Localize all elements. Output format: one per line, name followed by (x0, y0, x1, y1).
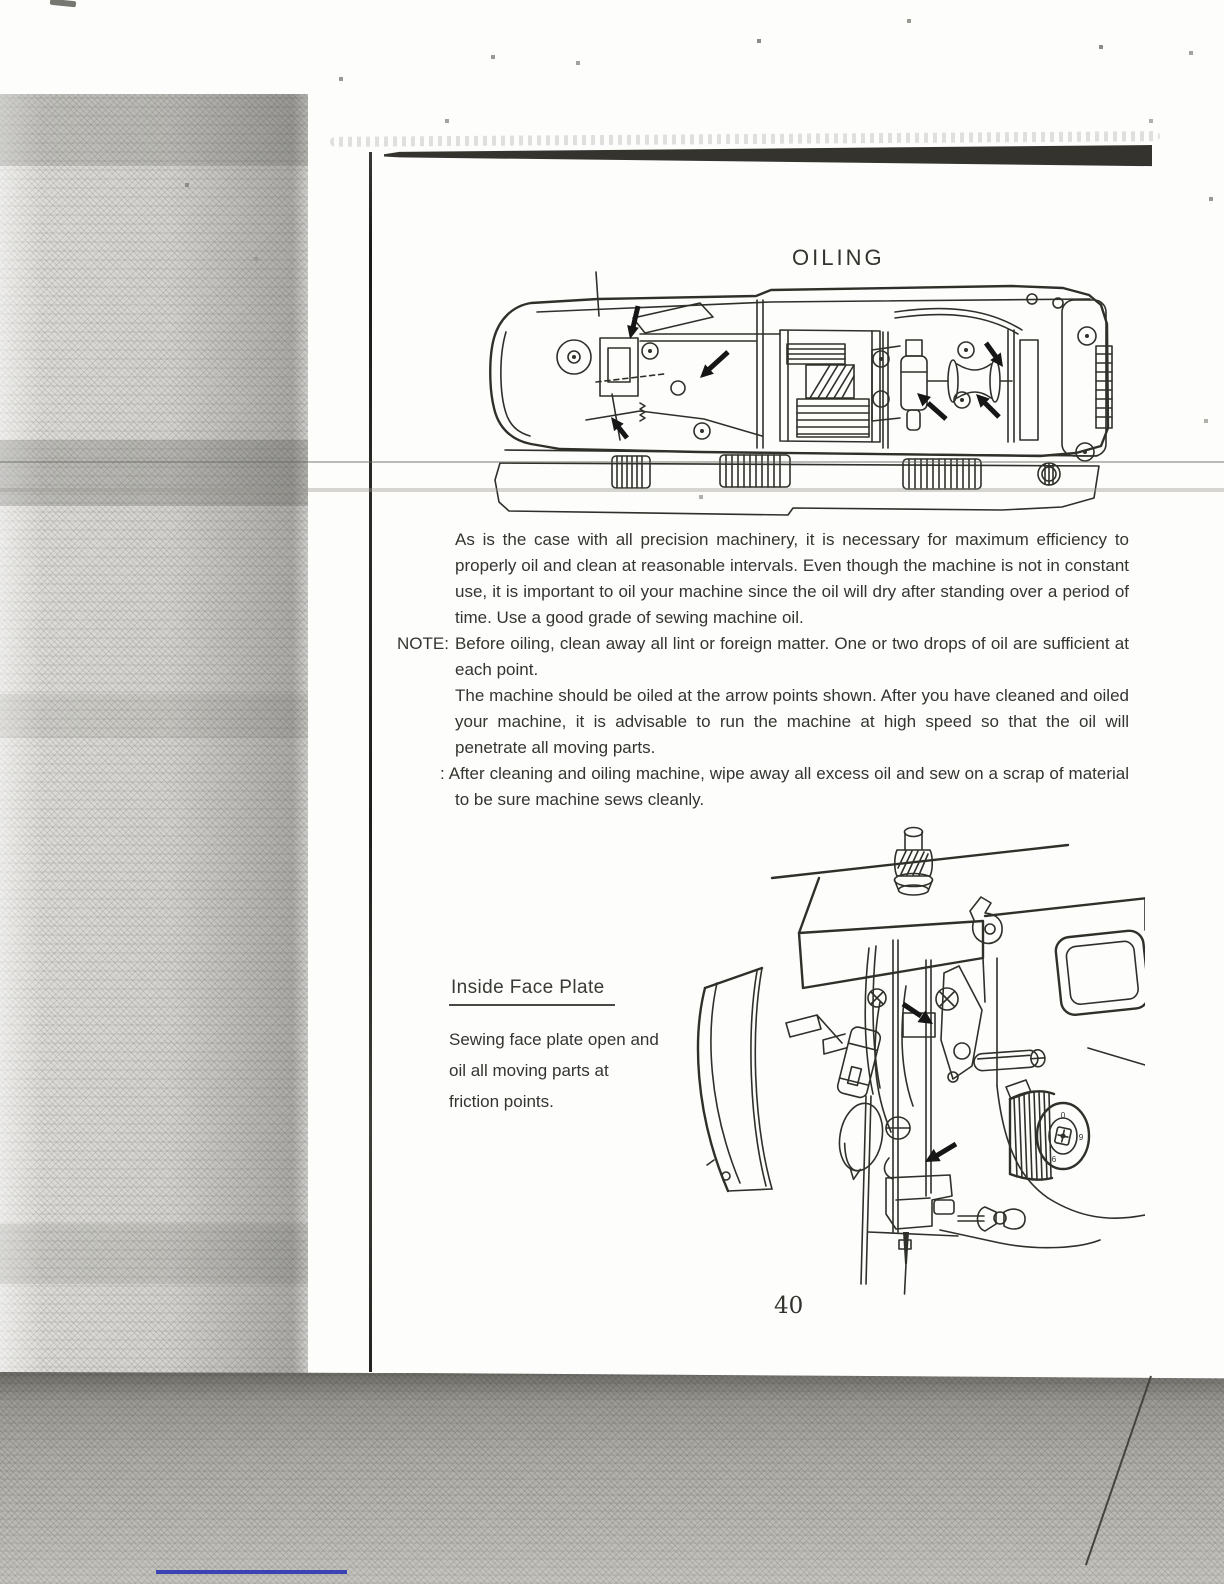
scan-corner-mark (50, 0, 76, 7)
hand-wheel-pulley (557, 272, 599, 374)
scan-left-noise-band (0, 94, 308, 1386)
oil-point-arrows (903, 1004, 956, 1162)
handwheel-end-cap (1008, 294, 1112, 461)
thread-guide-clamp (970, 897, 1002, 943)
note-paragraph-1 (397, 631, 1129, 683)
page-top-edge-shadow (384, 145, 1152, 168)
light-bulb-assembly (823, 1026, 888, 1183)
rubber-feet (612, 455, 1060, 489)
note-paragraph-3: : After cleaning and oiling machine, wipe away all excess oil and sew on a scrap of material to be sure machine sews cleanly. (440, 764, 1129, 809)
face-plate-caption-line: oil all moving parts at (449, 1061, 609, 1080)
face-plate-caption-line: friction points. (449, 1092, 554, 1111)
note-paragraph-2: The machine should be oiled at the arrow points shown. After you have cleaned and oiled your machine, it is advisable to run the machine at high speed so that the oil will penetrate all moving parts. (455, 686, 1129, 757)
face-plate-door-open (698, 968, 842, 1191)
scan-noise-strip (0, 440, 308, 506)
tension-dial-number: 9 (1078, 1133, 1084, 1142)
oil-point-arrow (925, 1144, 956, 1162)
machine-outline (490, 286, 1108, 515)
machine-body-window (1054, 929, 1145, 1016)
face-plate-caption (449, 1024, 659, 1117)
page-spine-edge-line (369, 152, 372, 1372)
oil-point-arrow (903, 1004, 933, 1024)
machine-body-contours (940, 898, 1145, 1248)
tension-dial-number: 0 (1060, 1111, 1066, 1120)
inside-face-plate-diagram (683, 812, 1145, 1317)
tension-dial-number: 6 (1051, 1155, 1057, 1164)
oil-point-arrow (700, 352, 728, 378)
page-title: OILING (792, 245, 885, 270)
scan-noise-strip (0, 694, 308, 738)
needle (899, 1232, 911, 1294)
oiling-points-top-view-diagram (478, 270, 1126, 516)
face-plate-heading: Inside Face Plate (449, 977, 615, 1006)
scan-speckles (0, 0, 2, 2)
gear-and-spring-assembly (640, 300, 1022, 448)
face-plate-caption-line: Sewing face plate open and (449, 1030, 659, 1049)
blue-ink-mark (156, 1570, 347, 1574)
scan-fuzz-line (330, 131, 1160, 147)
page-number: 40 (774, 1293, 804, 1319)
oil-point-arrow (917, 393, 946, 419)
body-text (397, 527, 1129, 813)
oil-point-arrows (611, 306, 1003, 438)
scan-noise-strip (0, 94, 308, 166)
scan-noise-strip (0, 1224, 308, 1284)
oil-point-arrow (986, 343, 1003, 367)
note-body: Before oiling, clean away all lint or foreign matter. One or two drops of oil are sufficient at each point. (454, 634, 1129, 679)
note-label: NOTE: (397, 634, 449, 653)
needle-clamp-assembly (868, 1158, 1025, 1236)
scan-bottom-noise-band (0, 1372, 1224, 1584)
intro-paragraph: As is the case with all precision machinery, it is necessary for maximum efficiency to properly oil and clean at reasonable intervals. Even though the machine is not in constant use, it is important to oil your machine since the oil will dry after standing over a period of time. Use a good grade of sewing machine oil. (455, 530, 1129, 627)
oil-point-arrow (976, 394, 999, 417)
